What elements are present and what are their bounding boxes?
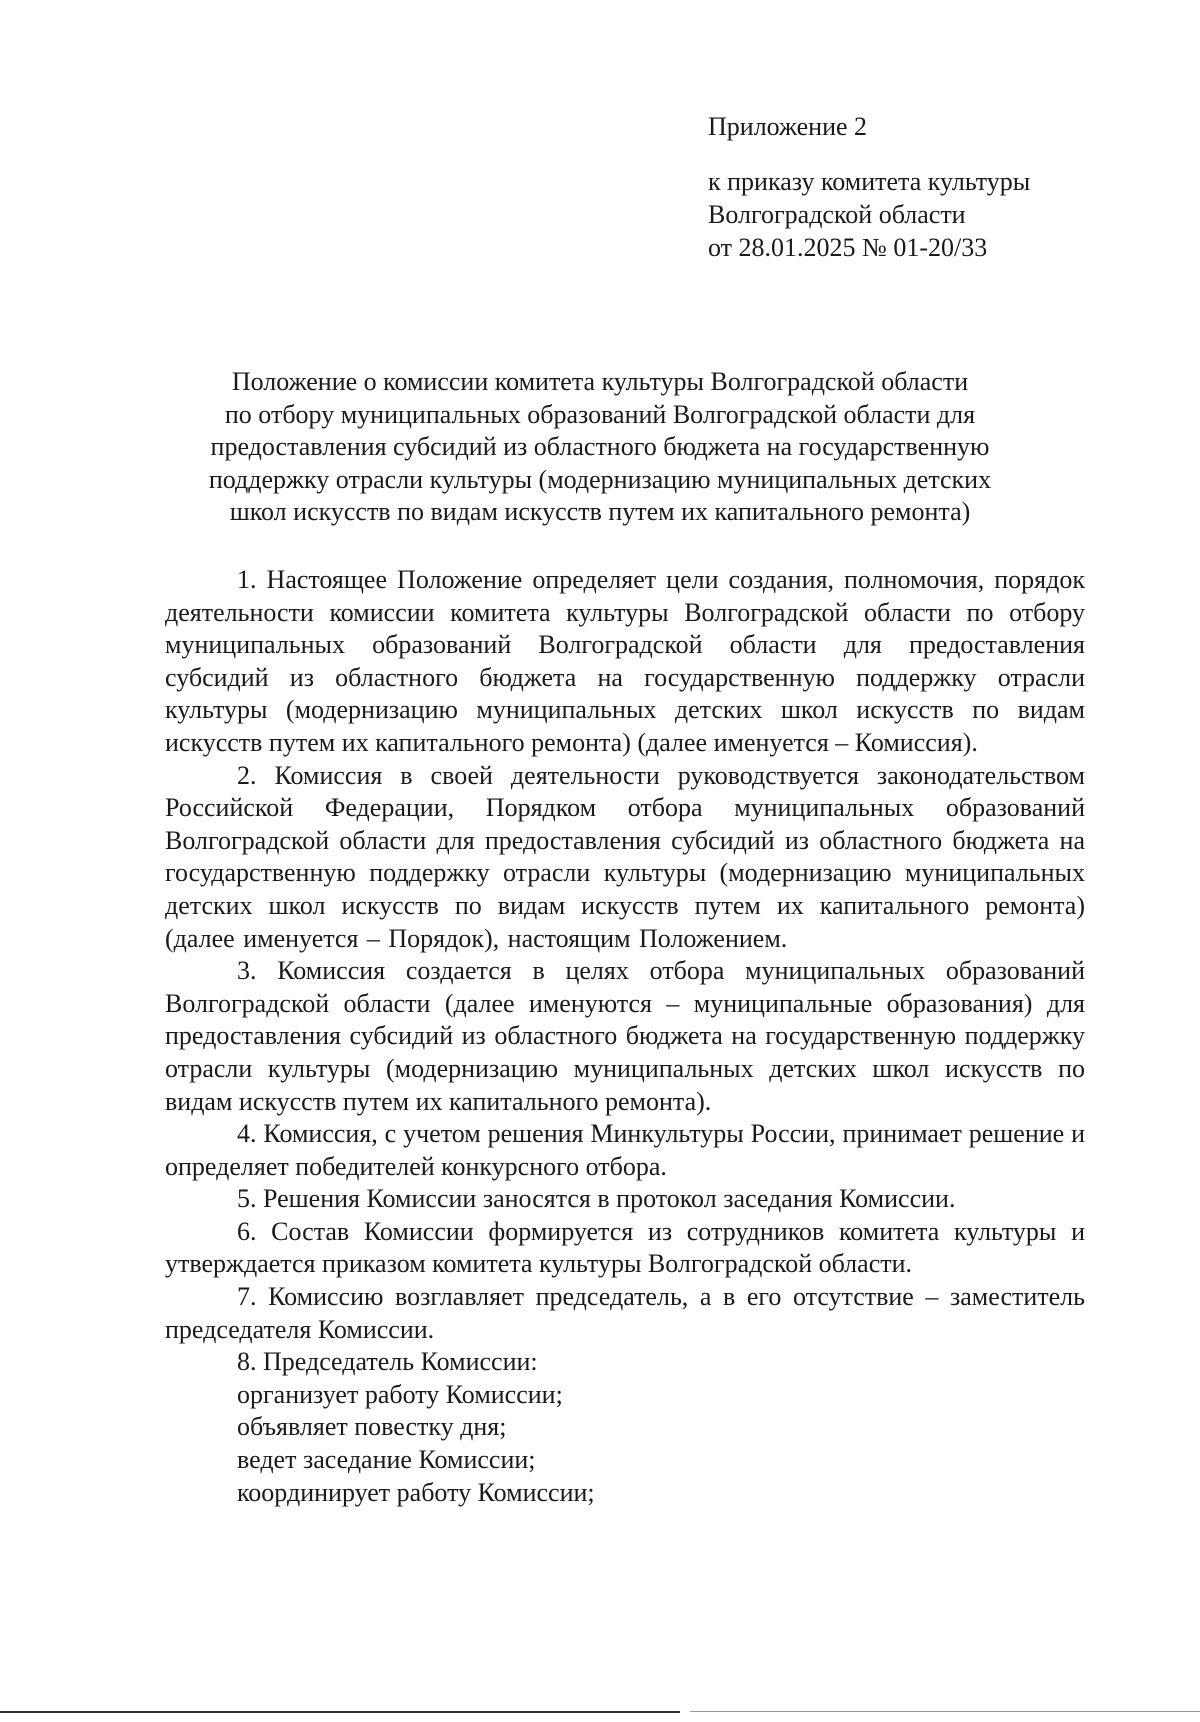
chair-duty-item: координирует работу Комиссии; xyxy=(237,1477,595,1507)
appendix-header xyxy=(708,110,1030,264)
paragraph-5: 5. Решения Комиссии заносятся в протокол заседания Комиссии. xyxy=(237,1184,956,1214)
paragraph-4: 4. Комиссия, с учетом решения Минкультуры России, принимает решение и определяет победителей конкурсного отбора. xyxy=(165,1119,1085,1181)
chair-duty-item: организует работу Комиссии; xyxy=(237,1379,563,1409)
scan-edge-line-faint xyxy=(690,1711,1200,1712)
paragraph-1: 1. Настоящее Положение определяет цели создания, полномочия, порядок деятельности комиссии комитета культуры Волгоградской области по отбору муниципальных образований Волгоградской области для предоставления субсидий из областного бюджета на государственную поддержку отрасли культуры (модернизацию муниципальных детских школ искусств по видам искусств путем их капитального ремонта) (далее именуется – Комиссия). xyxy=(165,565,1085,757)
paragraph-6: 6. Состав Комиссии формируется из сотрудников комитета культуры и утверждается приказом комитета культуры Волгоградской области. xyxy=(165,1216,1085,1279)
document-title xyxy=(160,366,1040,529)
title-line: по отбору муниципальных образований Волгоградской области для xyxy=(224,399,976,429)
paragraph-8: 8. Председатель Комиссии: xyxy=(237,1347,538,1377)
scan-edge-line xyxy=(0,1711,680,1713)
paragraph-3: 3. Комиссия создается в целях отбора муниципальных образований Волгоградской области (далее именуются – муниципальные образования) для предоставления субсидий из областного бюджета на государственную поддержку отрасли культуры (модернизацию муниципальных детских школ искусств по видам искусств путем их капитального ремонта). xyxy=(165,956,1085,1116)
chair-duty-item: объявляет повестку дня; xyxy=(237,1412,507,1442)
title-line: Положение о комиссии комитета культуры Волгоградской области xyxy=(231,367,969,396)
chair-duty-item: ведет заседание Комиссии; xyxy=(237,1445,536,1475)
appendix-region-line: Волгоградской области xyxy=(708,200,966,229)
document-body xyxy=(165,564,1085,1509)
appendix-number: Приложение 2 xyxy=(708,112,868,141)
title-line: поддержку отрасли культуры (модернизацию муниципальных детских xyxy=(208,464,992,494)
appendix-date-line: от 28.01.2025 № 01-20/33 xyxy=(708,233,988,262)
paragraph-2: 2. Комиссия в своей деятельности руководствуется законодательством Российской Федерации, Порядком отбора муниципальных образований Волгоградской области для предоставления субсидий из областного бюджета на государственную поддержку отрасли культуры (модернизацию муниципальных детских школ искусств по видам искусств путем их капитального ремонта) (далее именуется – Порядок), настоящим Положением. xyxy=(165,760,1085,953)
title-line: предоставления субсидий из областного бюджета на государственную xyxy=(210,432,990,461)
paragraph-7: 7. Комиссию возглавляет председатель, а в его отсутствие – заместитель председателя Комиссии. xyxy=(165,1282,1085,1344)
appendix-order-line: к приказу комитета культуры xyxy=(708,167,1031,196)
title-line: школ искусств по видам искусств путем их капитального ремонта) xyxy=(229,497,971,526)
